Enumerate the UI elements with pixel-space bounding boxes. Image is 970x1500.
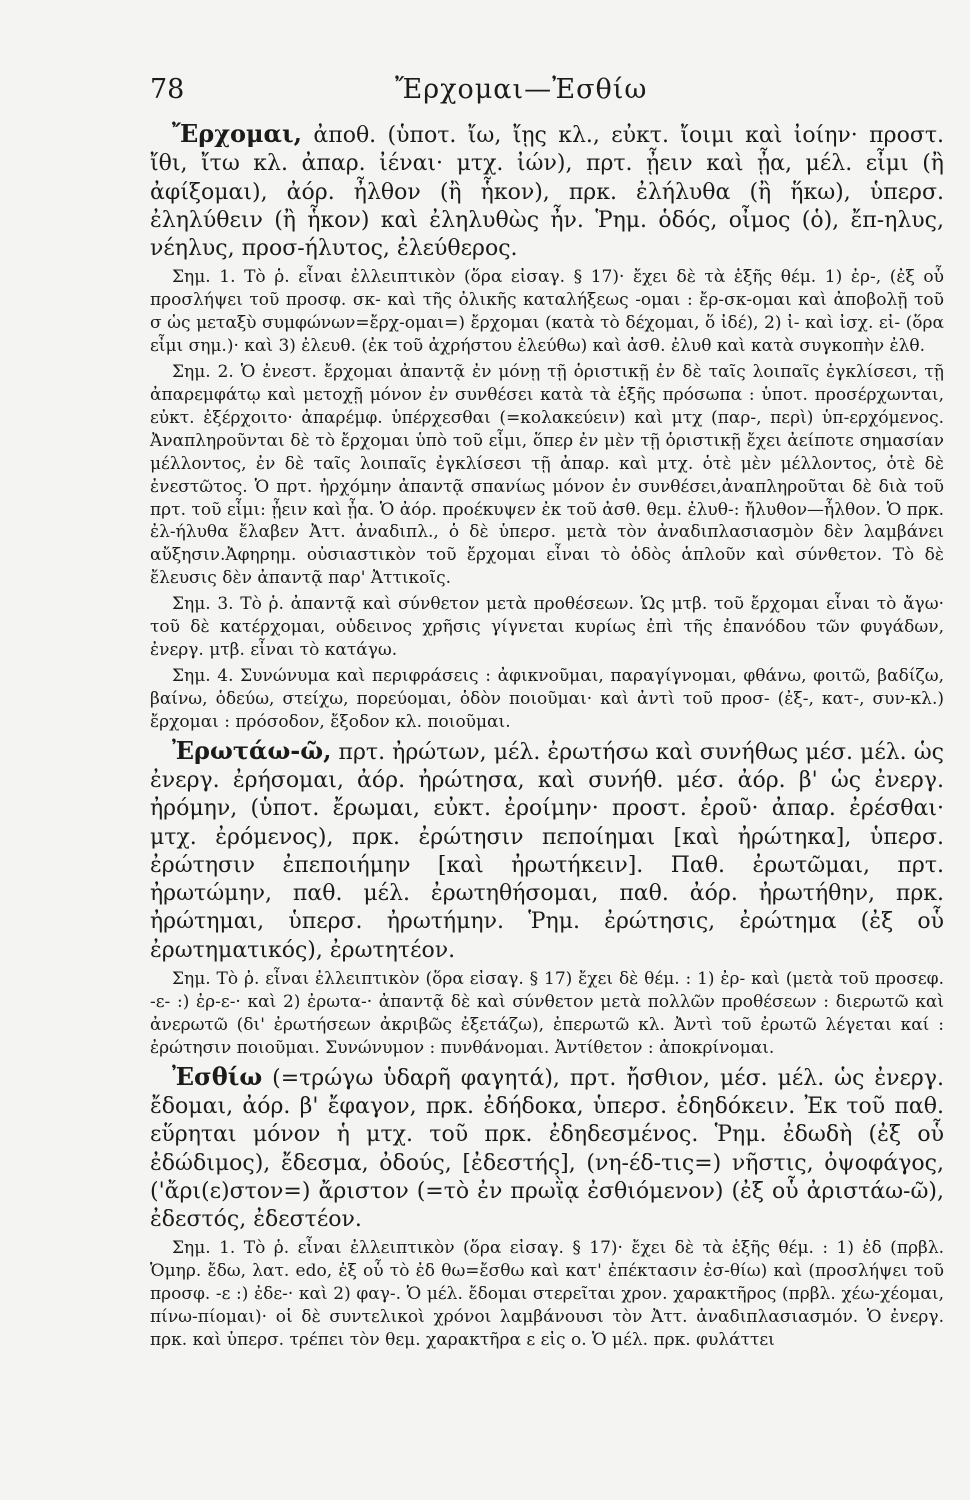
page-body [150,120,944,1352]
entry-headword: Ἐρωτάω-ῶ, [172,735,332,765]
running-head: Ἔρχομαι—Ἐσθίω [395,74,648,105]
page-number: 78 [150,74,185,105]
entry-note: Σημ. 1. Τὸ ῥ. εἶναι ἐλλειπτικὸν (ὅρα εἰσαγ. § 17)· ἔχει δὲ τὰ ἑξῆς θέμ. : 1) ἐδ (πρβλ. Ὁμηρ. ἔδω, λατ. edo, ἐξ οὗ τὸ ἐδ θω=ἔσθω καὶ κατ' ἐπέκτασιν ἐσ-θίω) καὶ (προσλήψει τοῦ προσφ. -ε :) ἐδε-· καὶ 2) φαγ-. Ὁ μέλ. ἔδομαι στερεῖται χρον. χαρακτῆρος (πρβλ. χέω-χέομαι, πίνω-πίομαι)· οἱ δὲ συντελικοὶ χρόνοι λαμβάνουσι τὸν Ἀττ. ἀναδιπλασιασμόν. Ὁ ἐνεργ. πρκ. καὶ ὑπερσ. τρέπει τὸν θεμ. χαρακτῆρα ε εἰς ο. Ὁ μέλ. πρκ. φυλάττει [150,1238,944,1351]
entry-erchomai [150,120,944,263]
entry-note: Σημ. 3. Τὸ ῥ. ἀπαντᾷ καὶ σύνθετον μετὰ προθέσεων. Ὡς μτβ. τοῦ ἔρχομαι εἶναι τὸ ἄγω· τοῦ δὲ κατέρχομαι, οὐδεινος χρῆσις γίγνεται κυρίως ἐπὶ τῆς ἐπανόδου τῶν φυγάδων, ἐνεργ. μτβ. εἶναι τὸ κατάγω. [150,594,944,660]
entry-esthio [150,1063,944,1235]
entry-note: Σημ. Τὸ ῥ. εἶναι ἐλλειπτικὸν (ὅρα εἰσαγ. § 17) ἔχει δὲ θέμ. : 1) ἐρ- καὶ (μετὰ τοῦ προσεφ. -ε- :) ἐρ-ε-· καὶ 2) ἐρωτα-· ἀπαντᾷ δὲ καὶ σύνθετον μετὰ πολλῶν προθέσεων : διερωτῶ καὶ ἀνερωτῶ (δι' ἐρωτήσεων ἀκριβῶς ἐξετάζω), ἐπερωτῶ κλ. Ἀντὶ τοῦ ἐρωτῶ λέγεται καί : ἐρώτησιν ποιοῦμαι. Συνώνυμον : πυνθάνομαι. Ἀντίθετον : ἀποκρίνομαι. [150,968,944,1058]
entry-headword: Ἔρχομαι, [172,119,302,148]
entry-note: Σημ. 2. Ὁ ἐνεστ. ἔρχομαι ἀπαντᾷ ἐν μόνῃ τῇ ὁριστικῇ ἐν δὲ ταῖς λοιπαῖς ἐγκλίσεσι, τῇ ἀπαρεμφάτῳ καὶ μετοχῇ μόνον ἐν συνθέσει κατὰ τὰ ἑξῆς πρόσωπα : ὑποτ. προσέρχωνται, εὐκτ. ἐξέρχοιτο· ἀπαρέμφ. ὑπέρχεσθαι (=κολακεύειν) καὶ μτχ (παρ-, περὶ) ὑπ-ερχόμενος. Ἀναπληροῦνται δὲ τὸ ἔρχομαι ὑπὸ τοῦ εἶμι, ὅπερ ἐν μὲν τῇ ὁριστικῇ ἔχει ἀείποτε σημασίαν μέλλοντος, ἐν δὲ ταῖς λοιπαῖς ἐγκλίσεσι τῇ ἀπαρ. καὶ μτχ. ὁτὲ μὲν μέλλοντος, ὁτὲ δὲ ἐνεστῶτος. Ὁ πρτ. ἠρχόμην ἀπαντᾷ σπανίως μόνον ἐν συνθέσει,ἀναπληροῦται δὲ διὰ τοῦ πρτ. τοῦ εἶμι: ᾖειν καὶ ᾖα. Ὁ ἀόρ. προέκυψεν ἐκ τοῦ ἀσθ. θεμ. ἐλυθ-: ἤλυθον—ἦλθον. Ὁ πρκ. ἐλ-ήλυθα ἔλαβεν Ἀττ. ἀναδιπλ., ὁ δὲ ὑπερσ. μετὰ τὸν ἀναδιπλασιασμὸν δὲν λαμβάνει αὔξησιν.Ἀφηρημ. οὐσιαστικὸν τοῦ ἔρχομαι εἶναι τὸ ὁδὸς ἁπλοῦν καὶ σύνθετον. Τὸ δὲ ἔλευσις δὲν ἀπαντᾷ παρ' Ἀττικοῖς. [150,362,944,589]
entry-body: (=τρώγω ὑδαρῆ φαγητά), πρτ. ἤσθιον, μέσ. μέλ. ὡς ἐνεργ. ἔδομαι, ἀόρ. β' ἔφαγον, πρκ. ἐδήδοκα, ὑπερσ. ἐδηδόκειν. Ἐκ τοῦ παθ. εὕρηται μόνον ἡ μτχ. τοῦ πρκ. ἐδηδεσμένος. Ῥημ. ἐδωδὴ (ἐξ οὗ ἐδώδιμος), ἔδεσμα, ὀδούς, [ἐδεστής], (νη-έδ-τις=) νῆστις, ὀψοφάγος, ('ἄρι(ε)στον=) ἄριστον (=τὸ ἐν πρωῒᾳ ἐσθιόμενον) (ἐξ οὗ ἀριστάω-ῶ), ἐδεστός, ἐδεστέον. [150,1065,944,1233]
entry-note: Σημ. 4. Συνώνυμα καὶ περιφράσεις : ἀφικνοῦμαι, παραγίγνομαι, φθάνω, φοιτῶ, βαδίζω, βαίνω, ὁδεύω, στείχω, πορεύομαι, ὁδὸν ποιοῦμαι· καὶ ἀντὶ τοῦ προσ- (ἐξ-, κατ-, συν-κλ.) ἔρχομαι : πρόσοδον, ἔξοδον κλ. ποιοῦμαι. [150,665,944,732]
entry-headword: Ἐσθίω [172,1061,263,1091]
entry-note: Σημ. 1. Τὸ ῥ. εἶναι ἐλλειπτικὸν (ὅρα εἰσαγ. § 17)· ἔχει δὲ τὰ ἑξῆς θέμ. 1) ἐρ-, (ἐξ οὗ προσλήψει τοῦ προσφ. σκ- καὶ τῆς ὀλικῆς καταλήξεως -ομαι : ἔρ-σκ-ομαι καὶ ἀποβολῇ τοῦ σ ὡς μεταξὺ συμφώνων=ἔρχ-ομαι=) ἔρχομαι (κατὰ τὸ δέχομαι, ὅ ἰδέ), 2) ἰ- καὶ ἰσχ. εἰ- (ὅρα εἶμι σημ.)· καὶ 3) ἐλευθ. (ἐκ τοῦ ἀχρήστου ἐλεύθω) καὶ ἀσθ. ἐλυθ καὶ κατὰ συγκοπὴν ἐλθ. [150,267,944,357]
entry-body: πρτ. ἠρώτων, μέλ. ἐρωτήσω καὶ συνήθως μέσ. μέλ. ὡς ἐνεργ. ἐρήσομαι, ἀόρ. ἠρώτησα, καὶ συνήθ. μέσ. ἀόρ. β' ὡς ἐνεργ. ἠρόμην, (ὑποτ. ἔρωμαι, εὐκτ. ἐροίμην· προστ. ἐροῦ· ἀπαρ. ἐρέσθαι· μτχ. ἐρόμενος), πρκ. ἐρώτησιν πεποίημαι [καὶ ἠρώτηκα], ὑπερσ. ἐρώτησιν ἐπεποιήμην [καὶ ἠρωτήκειν]. Παθ. ἐρωτῶμαι, πρτ. ἠρωτώμην, παθ. μέλ. ἐρωτηθήσομαι, παθ. ἀόρ. ἠρωτήθην, πρκ. ἠρώτημαι, ὑπερσ. ἠρωτήμην. Ῥημ. ἐρώτησις, ἐρώτημα (ἐξ οὗ ἐρωτηματικός), ἐρωτητέον. [150,739,944,963]
entry-body: ἀποθ. (ὑποτ. ἴω, ἴῃς κλ., εὐκτ. ἴοιμι καὶ ἰοίην· προστ. ἴθι, ἴτω κλ. ἀπαρ. ἰέναι· μτχ. ἰών), πρτ. ᾖειν καὶ ᾖα, μέλ. εἶμι (ἢ ἀφίξομαι), ἀόρ. ἦλθον (ἢ ἧκον), πρκ. ἐλήλυθα (ἢ ἥκω), ὑπερσ. ἐληλύθειν (ἢ ἧκον) καὶ ἐληλυθὼς ἦν. Ῥημ. ὁδός, οἶμος (ὁ), ἔπ-ηλυς, νέηλυς, προσ-ήλυτος, ἐλεύθερος. [150,123,944,262]
entry-erotao [150,737,944,965]
